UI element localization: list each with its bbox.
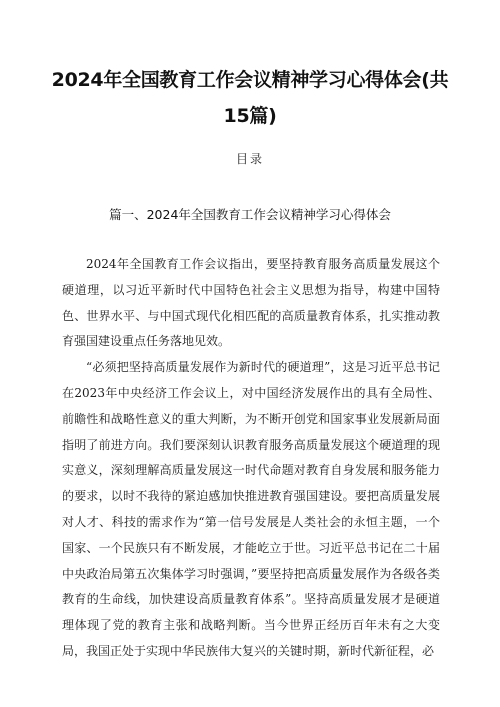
paragraph: 2024年全国教育工作会议指出，要坚持教育服务高质量发展这个硬道理，以习近平新时代中国特色社会主义思想为指导，构建中国特色、世界水平、与中国式现代化相匹配的高质量教育体系，扎实推动教育强国建设重点任务落地见效。 xyxy=(62,257,440,349)
toc-label: 目录 xyxy=(235,152,264,166)
paragraph: “必须把坚持高质量发展作为新时代的硬道理”，这是习近平总书记在2023年中央经济工作会议上，对中国经济发展作出的具有全局性、前瞻性和战略性意义的重大判断，为不断开创党和国家事业发展新局面指明了前进方向。我们要深刻认识教育服务高质量发展这个硬道理的现实意义，深刻理解高质量发展这一时代命题对教育自身发展和服务能力的要求，以时不我待的紧迫感加快推进教育强国建设。要把高质量发展对人才、科技的需求作为“第一信号发展是人类社会的永恒主题，一个国家、一个民族只有不断发展，才能屹立于世。习近平总书记在二十届中央政治局第五次集体学习时强调，”要坚持把高质量发展作为各级各类教育的生命线，加快建设高质量教育体系”。坚持高质量发展才是硬道理体现了党的教育主张和战略判断。当今世界正经历百年未有之大变局，我国正处于实现中华民族伟大复兴的关键时期，新时代新征程，必 xyxy=(62,360,440,658)
body-text xyxy=(62,252,440,665)
document-title: 2024年全国教育工作会议精神学习心得体会(共15篇) xyxy=(51,69,449,127)
section-heading: 篇一、2024年全国教育工作会议精神学习心得体会 xyxy=(109,207,391,222)
